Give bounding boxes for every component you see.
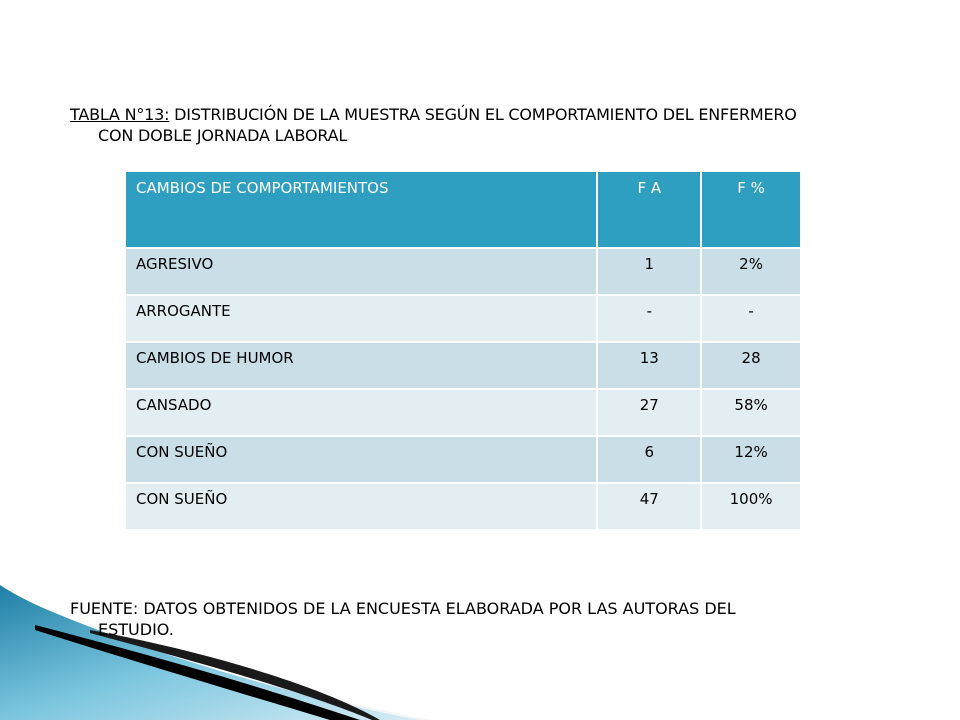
row-fpct: - <box>701 295 801 342</box>
source-line-2: ESTUDIO. <box>98 620 174 639</box>
row-fpct: 28 <box>701 342 801 389</box>
row-fa: - <box>597 295 701 342</box>
row-fpct: 58% <box>701 389 801 436</box>
header-absolute-frequency: F A <box>597 171 701 248</box>
source-note <box>70 598 920 640</box>
row-fa: 27 <box>597 389 701 436</box>
row-fpct: 100% <box>701 483 801 530</box>
row-label: ARROGANTE <box>125 295 597 342</box>
row-fa: 6 <box>597 436 701 483</box>
caption-title-line-1: DISTRIBUCIÓN DE LA MUESTRA SEGÚN EL COMPORTAMIENTO DEL ENFERMERO <box>169 105 797 124</box>
row-label: CAMBIOS DE HUMOR <box>125 342 597 389</box>
row-label: CON SUEÑO <box>125 483 597 530</box>
header-percent-frequency: F % <box>701 171 801 248</box>
row-fa: 1 <box>597 248 701 295</box>
header-behavior-changes: CAMBIOS DE COMPORTAMIENTOS <box>125 171 597 248</box>
row-label: AGRESIVO <box>125 248 597 295</box>
source-line-1: FUENTE: DATOS OBTENIDOS DE LA ENCUESTA ELABORADA POR LAS AUTORAS DEL <box>70 599 736 618</box>
row-fpct: 2% <box>701 248 801 295</box>
row-fpct: 12% <box>701 436 801 483</box>
row-label: CANSADO <box>125 389 597 436</box>
caption-label: TABLA N°13: <box>70 105 170 124</box>
row-fa: 13 <box>597 342 701 389</box>
row-fa: 47 <box>597 483 701 530</box>
row-label: CON SUEÑO <box>125 436 597 483</box>
caption-title-line-2: CON DOBLE JORNADA LABORAL <box>98 126 348 145</box>
